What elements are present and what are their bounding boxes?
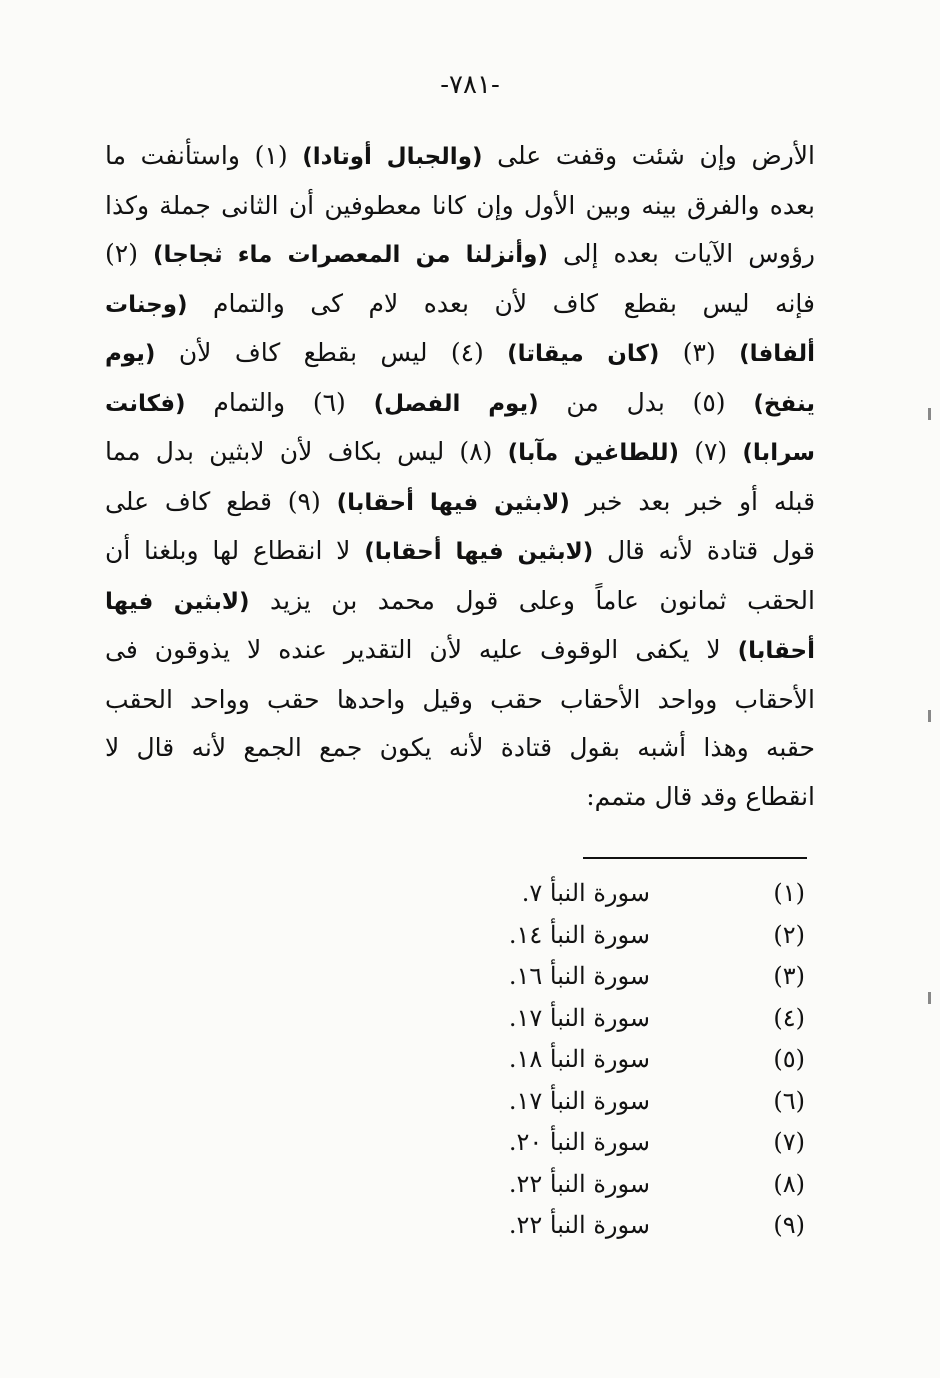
quran-quote: (لابثين فيها أحقابا)	[364, 539, 594, 565]
text-segment: قبله أو خبر بعد خبر	[569, 486, 816, 516]
footnote-item	[0, 997, 940, 1039]
footnote-reference: سورة النبأ ١٨.	[508, 1045, 650, 1073]
text-line	[105, 626, 815, 676]
footnote-item	[0, 872, 940, 914]
quran-quote: (فكانت	[105, 390, 186, 417]
text-line	[105, 379, 815, 429]
text-line	[105, 329, 815, 379]
text-segment: حقبه وهذا أشبه بقول قتادة لأنه يكون جمع الجمع لأنه قال لا	[105, 733, 815, 762]
footnote-number: (١)	[773, 879, 805, 907]
text-line	[105, 773, 815, 822]
text-segment: (٨) ليس بكاف لأن لابثين بدل مما	[105, 437, 508, 466]
text-segment: (٥) بدل من	[538, 387, 754, 417]
scan-edge-mark	[928, 408, 931, 420]
quran-quote: ألفافا)	[739, 341, 816, 367]
footnote-number: (٦)	[773, 1086, 805, 1115]
footnote-item	[0, 914, 940, 956]
quran-quote: (وأنزلنا من المعصرات ماء ثجاجا)	[153, 242, 548, 268]
text-segment: (٧)	[678, 437, 743, 466]
text-line	[105, 676, 815, 725]
footnote-reference: سورة النبأ ١٧.	[508, 1086, 650, 1115]
text-line	[105, 280, 815, 330]
footnote-item	[0, 1163, 940, 1205]
text-line	[105, 527, 815, 577]
footnote-reference: سورة النبأ ٢٢.	[508, 1169, 650, 1198]
footnote-number: (٣)	[773, 962, 805, 990]
footnote-reference: سورة النبأ ١٦.	[508, 962, 650, 990]
text-line	[105, 428, 815, 478]
footnote-item	[0, 1204, 940, 1246]
text-segment: لا يكفى الوقوف عليه لأن التقدير عنده لا يذوقون فى	[105, 635, 738, 664]
quran-quote: (يوم الفصل)	[373, 390, 539, 417]
footnote-item	[0, 1121, 940, 1163]
footnote-item	[0, 1080, 940, 1122]
quran-quote: (وجنات	[105, 291, 188, 318]
footnote-number: (٨)	[773, 1169, 805, 1198]
footnote-reference: سورة النبأ ١٤.	[508, 920, 650, 949]
page-number: -٧٨١-	[440, 70, 500, 100]
text-segment: (٦) والتمام	[185, 387, 374, 417]
footnote-number: (٥)	[773, 1045, 805, 1073]
text-segment: انقطاع وقد قال متمم:	[586, 781, 815, 811]
text-segment: الحقب ثمانون عاماً وعلى قول محمد بن يزيد	[249, 585, 815, 615]
quran-quote: (لابثين فيها	[105, 588, 250, 615]
text-segment: (٤) ليس بقطع كاف لأن	[155, 338, 508, 367]
footnote-reference: سورة النبأ ٧.	[521, 879, 650, 907]
quran-quote: (والجبال أوتادا)	[302, 144, 483, 170]
text-line	[105, 182, 815, 231]
text-segment: بعده والفرق بينه وبين الأول وإن كانا معطوفين أن الثانى جملة وكذا	[105, 190, 815, 220]
text-segment: رؤوس الآيات بعده إلى	[547, 239, 815, 268]
footnote-reference: سورة النبأ ٢٠.	[508, 1128, 650, 1156]
text-segment: (١) واستأنفت ما	[105, 141, 303, 170]
text-line	[105, 478, 815, 528]
text-segment: فإنه ليس بقطع كاف لأن بعده لام كى والتمام	[187, 288, 815, 318]
body-text	[105, 132, 815, 821]
text-segment: لا انقطاع لها وبلغنا أن	[105, 536, 365, 565]
text-segment: قول قتادة لأنه قال	[593, 536, 816, 565]
footnote-item	[0, 1038, 940, 1080]
footnote-reference: سورة النبأ ٢٢.	[508, 1211, 650, 1239]
footnote-separator	[583, 857, 807, 859]
text-segment: (٩) قطع كاف على	[105, 486, 337, 516]
scan-edge-mark	[928, 992, 931, 1004]
quran-quote: سرابا)	[742, 440, 815, 466]
footnote-number: (٤)	[773, 1003, 805, 1032]
quran-quote: (كان ميقاتا)	[507, 341, 660, 367]
quran-quote: (يوم	[105, 341, 156, 367]
footnote-item	[0, 955, 940, 997]
footnote-reference: سورة النبأ ١٧.	[508, 1003, 650, 1032]
quran-quote: (لابثين فيها أحقابا)	[336, 489, 570, 516]
text-line	[105, 724, 815, 773]
quran-quote: (للطاغين مآبا)	[507, 440, 679, 466]
text-segment: (٢)	[105, 239, 154, 268]
quran-quote: ينفخ)	[753, 390, 815, 417]
footnote-number: (٩)	[773, 1211, 805, 1239]
text-segment: (٣)	[659, 338, 740, 367]
text-segment: الأرض وإن شئت وقفت على	[482, 141, 815, 170]
text-segment: الأحقاب وواحد الأحقاب حقب وقيل واحدها حقب وواحد الحقب	[105, 684, 815, 714]
text-line	[105, 230, 815, 280]
text-line	[105, 577, 815, 627]
quran-quote: أحقابا)	[737, 638, 815, 664]
footnote-number: (٧)	[773, 1128, 805, 1156]
footnote-number: (٢)	[773, 920, 805, 949]
text-line	[105, 132, 815, 182]
scan-edge-mark	[928, 710, 931, 722]
